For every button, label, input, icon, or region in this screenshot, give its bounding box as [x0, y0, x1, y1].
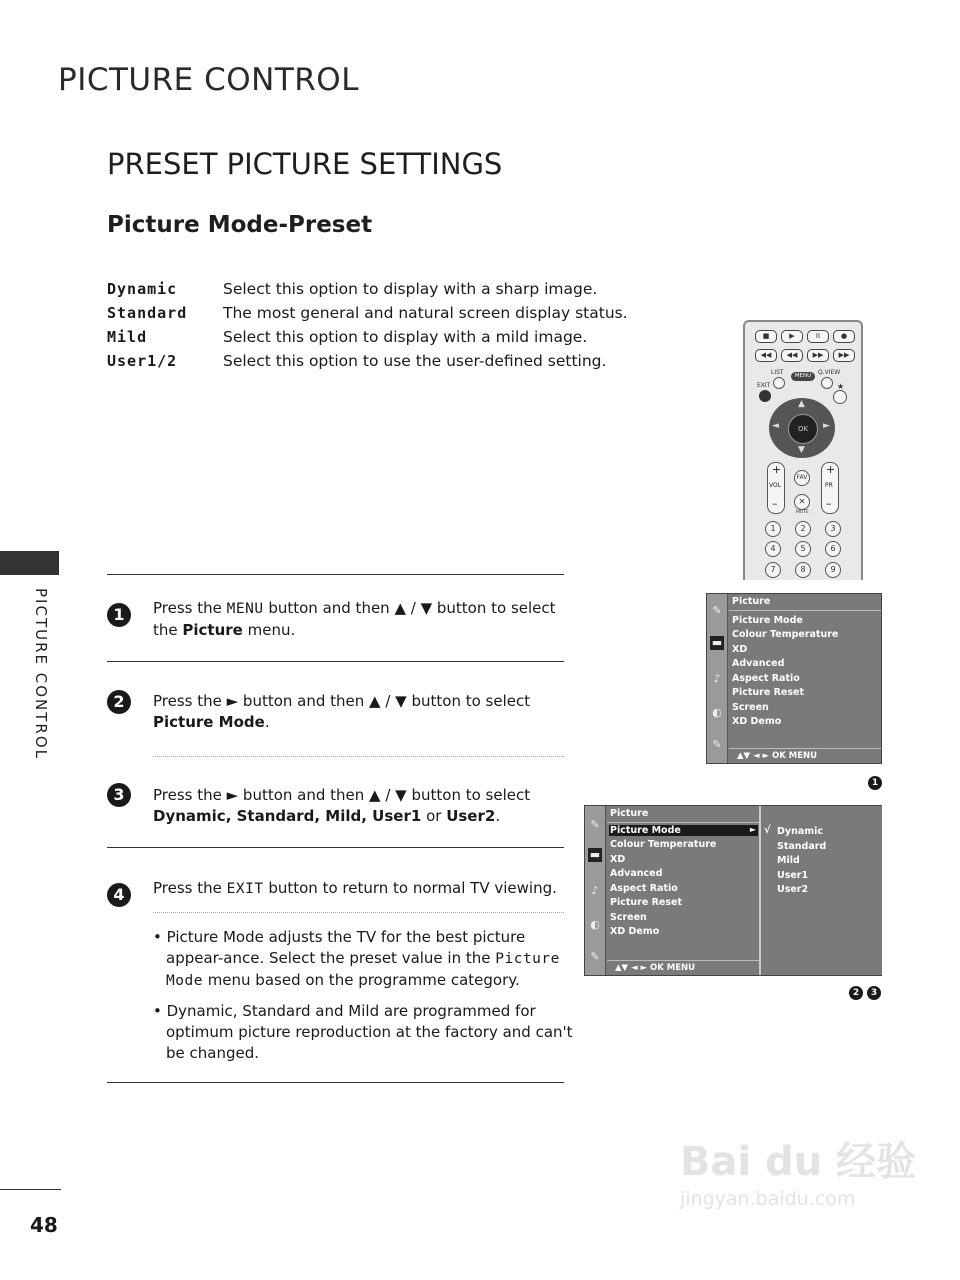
step-number: 1	[107, 603, 131, 627]
divider	[107, 661, 564, 662]
osd-menu-item: Screen	[732, 702, 769, 713]
picture-icon: ▬	[711, 636, 723, 649]
number-key: 8	[795, 562, 811, 578]
stop-button-icon: ■	[755, 330, 777, 343]
osd-menu-item: Aspect Ratio	[610, 883, 678, 894]
step-number: 4	[107, 883, 131, 907]
osd-menu-item: XD	[610, 854, 626, 865]
number-key: 1	[765, 521, 781, 537]
time-icon: ◐	[712, 706, 722, 719]
rewind-button-icon: ◀◀	[781, 349, 803, 362]
qview-label: Q.VIEW	[818, 369, 841, 376]
osd-menu-title: Picture	[607, 808, 759, 823]
callout-badge: 3	[867, 986, 881, 1000]
number-key: 5	[795, 541, 811, 557]
star-button-icon	[833, 390, 847, 404]
osd-menu-item: Picture Reset	[732, 687, 804, 698]
osd-menu-item: Colour Temperature	[610, 839, 717, 850]
prev-button-icon: ◀◀	[755, 349, 777, 362]
pause-button-icon: II	[807, 330, 829, 343]
mute-label: MUTE	[796, 510, 809, 515]
play-button-icon: ▶	[781, 330, 803, 343]
definition-term: Mild	[107, 328, 148, 346]
osd-submenu-item: Standard	[777, 841, 827, 852]
dotted-divider	[153, 756, 564, 757]
step-number: 3	[107, 783, 131, 807]
left-arrow-icon: ◄	[772, 421, 779, 431]
osd-menu-item: Advanced	[610, 868, 663, 879]
subsection-title: Picture Mode-Preset	[107, 212, 373, 238]
osd-menu-item: XD	[732, 644, 748, 655]
step-instruction: Press the ► button and then ▲ / ▼ button to select Picture Mode.	[153, 692, 531, 731]
mute-button-icon: ✕	[794, 494, 810, 510]
number-key: 3	[825, 521, 841, 537]
nav-ring-icon	[769, 398, 835, 458]
osd-icon-strip	[707, 594, 728, 763]
definition-desc: Select this option to display with a mild image.	[223, 328, 588, 346]
definition-desc: Select this option to use the user-defined setting.	[223, 352, 607, 370]
number-key: 6	[825, 541, 841, 557]
section-title: PRESET PICTURE SETTINGS	[107, 147, 503, 181]
program-rocker-icon: + PR –	[821, 462, 839, 514]
exit-button-icon	[759, 390, 771, 402]
next-button-icon: ▶▶	[833, 349, 855, 362]
definition-term: Dynamic	[107, 280, 178, 298]
osd-submenu-item: Mild	[777, 855, 800, 866]
audio-icon: ♪	[591, 884, 599, 897]
osd-menu-title: Picture	[729, 596, 881, 611]
star-icon: ★	[837, 382, 845, 391]
remote-control-illustration	[743, 320, 863, 580]
divider	[107, 1082, 564, 1083]
osd-menu-item: Colour Temperature	[732, 629, 839, 640]
definition-desc: The most general and natural screen display status.	[223, 304, 628, 322]
osd-icon-strip	[585, 806, 606, 975]
note-paragraph: • Picture Mode adjusts the TV for the best picture appear-ance. Select the preset value in the Picture Mode menu based on the programme category.	[153, 928, 560, 989]
list-button-icon	[773, 377, 785, 389]
menu-button-icon: MENU	[791, 372, 815, 381]
osd-menu-item: Advanced	[732, 658, 785, 669]
watermark-logo-text: Bai du 经验	[680, 1139, 917, 1185]
number-key: 4	[765, 541, 781, 557]
definition-term: Standard	[107, 304, 188, 322]
time-icon: ◐	[590, 918, 600, 931]
step-instruction: Press the ► button and then ▲ / ▼ button to select Dynamic, Standard, Mild, User1 or User2.	[153, 786, 531, 825]
picture-icon: ▬	[589, 848, 601, 861]
setup-icon: ✎	[712, 604, 722, 617]
note-paragraph: • Dynamic, Standard and Mild are programmed for optimum picture reproduction at the factory and can't be changed.	[153, 1002, 573, 1062]
definition-desc: Select this option to display with a sharp image.	[223, 280, 598, 298]
osd-submenu-item: User2	[777, 884, 809, 895]
option-icon: ✎	[712, 738, 722, 751]
osd-submenu-item: User1	[777, 870, 809, 881]
osd-menu-item: Screen	[610, 912, 647, 923]
up-arrow-icon: ▲	[798, 399, 805, 409]
osd-picture-mode-menu	[584, 805, 882, 976]
divider	[107, 574, 564, 575]
osd-picture-menu	[706, 593, 882, 764]
step-number: 2	[107, 690, 131, 714]
qview-button-icon	[821, 377, 833, 389]
ok-button-icon: OK	[788, 414, 818, 444]
osd-menu-item: XD Demo	[732, 716, 782, 727]
definition-term: User1/2	[107, 352, 178, 370]
right-arrow-icon: ►	[823, 421, 830, 431]
osd-menu-item: Aspect Ratio	[732, 673, 800, 684]
baidu-watermark	[680, 1140, 916, 1210]
osd-menu-item: Picture Mode	[732, 615, 803, 626]
step-instruction: Press the EXIT button to return to normal TV viewing.	[153, 879, 557, 897]
side-section-label: PICTURE CONTROL	[32, 588, 50, 761]
submenu-arrow-icon: ►	[749, 825, 756, 834]
page-number: 48	[30, 1213, 58, 1237]
osd-nav-hint: ▲▼ ◄ ► OK MENU	[729, 748, 881, 763]
divider	[107, 847, 564, 848]
dotted-divider	[153, 912, 564, 913]
fav-button-icon: FAV	[794, 470, 810, 486]
callout-badge: 2	[849, 986, 863, 1000]
list-label: LIST	[771, 369, 784, 376]
setup-icon: ✎	[590, 818, 600, 831]
number-key: 9	[825, 562, 841, 578]
osd-nav-hint: ▲▼ ◄ ► OK MENU	[607, 960, 759, 975]
option-icon: ✎	[590, 950, 600, 963]
page-footer-rule	[0, 1189, 61, 1190]
page-header-title: PICTURE CONTROL	[58, 62, 359, 98]
forward-button-icon: ▶▶	[807, 349, 829, 362]
volume-rocker-icon: + VOL –	[767, 462, 785, 514]
side-tab-marker	[0, 551, 59, 575]
osd-menu-item: Picture Reset	[610, 897, 682, 908]
watermark-url: jingyan.baidu.com	[680, 1188, 856, 1210]
osd-submenu-item: Dynamic	[777, 826, 824, 837]
audio-icon: ♪	[713, 672, 721, 685]
check-icon: √	[764, 825, 771, 836]
number-key: 7	[765, 562, 781, 578]
exit-label: EXIT	[757, 382, 771, 389]
record-button-icon: ●	[833, 330, 855, 343]
callout-badge: 1	[868, 776, 882, 790]
number-key: 2	[795, 521, 811, 537]
down-arrow-icon: ▼	[798, 445, 805, 455]
step-instruction: Press the MENU button and then ▲ / ▼ button to select the Picture menu.	[153, 599, 556, 639]
osd-menu-item: XD Demo	[610, 926, 660, 937]
osd-submenu	[759, 806, 882, 975]
osd-menu-item-selected: Picture Mode ►	[610, 825, 756, 836]
